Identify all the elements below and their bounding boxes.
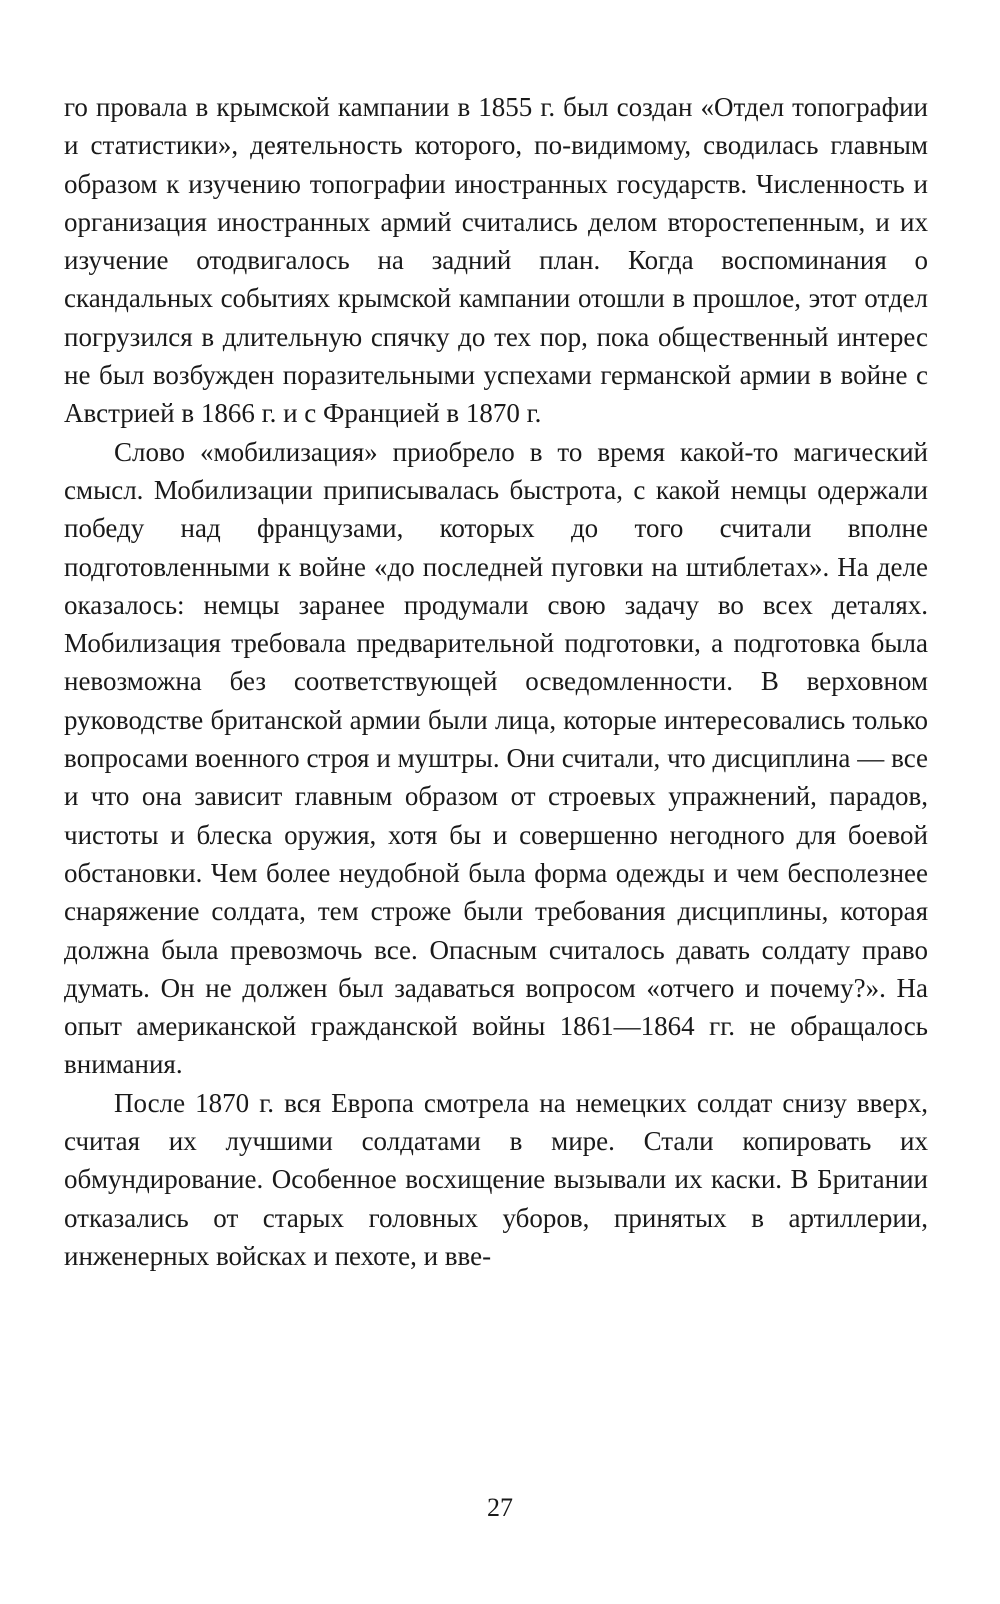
page-body: [64, 88, 928, 1275]
paragraph-1: го провала в крымской кампании в 1855 г. был создан «Отдел топографии и статистики», деятельность которого, по-видимому, сводилась главным образом к изучению топографии иностранных государств. Численность и организация иностранных армий считались делом второстепенным, и их изучение отодвигалось на задний план. Когда воспоминания о скандальных событиях крымской кампании отошли в прошлое, этот отдел погрузился в длительную спячку до тех пор, пока общественный интерес не был возбужден поразительными успехами германской армии в войне с Австрией в 1866 г. и с Францией в 1870 г.: [64, 92, 928, 429]
page-number: 27: [487, 1493, 513, 1522]
paragraph-2: Слово «мобилизация» приобрело в то время какой-то магический смысл. Мобилизации приписывалась быстрота, с какой немцы одержали победу над французами, которых до того считали вполне подготовленными к войне «до последней пуговки на штиблетах». На деле оказалось: немцы заранее продумали свою задачу во всех деталях. Мобилизация требовала предварительной подготовки, а подготовка была невозможна без соответствующей осведомленности. В верховном руководстве британской армии были лица, которые интересовались только вопросами военного строя и муштры. Они считали, что дисциплина — все и что она зависит главным образом от строевых упражнений, парадов, чистоты и блеска оружия, хотя бы и совершенно негодного для боевой обстановки. Чем более неудобной была форма одежды и чем бесполезнее снаряжение солдата, тем строже были требования дисциплины, которая должна была превозмочь все. Опасным считалось давать солдату право думать. Он не должен был задаваться вопросом «отчего и почему?». На опыт американской гражданской войны 1861—1864 гг. не обращалось внимания.: [64, 436, 928, 1080]
paragraph-3: После 1870 г. вся Европа смотрела на немецких солдат снизу вверх, считая их лучшими солдатами в мире. Стали копировать их обмундирование. Особенное восхищение вызывали их каски. В Британии отказались от старых головных уборов, принятых в артиллерии, инженерных войсках и пехоте, и вве-: [64, 1087, 928, 1271]
